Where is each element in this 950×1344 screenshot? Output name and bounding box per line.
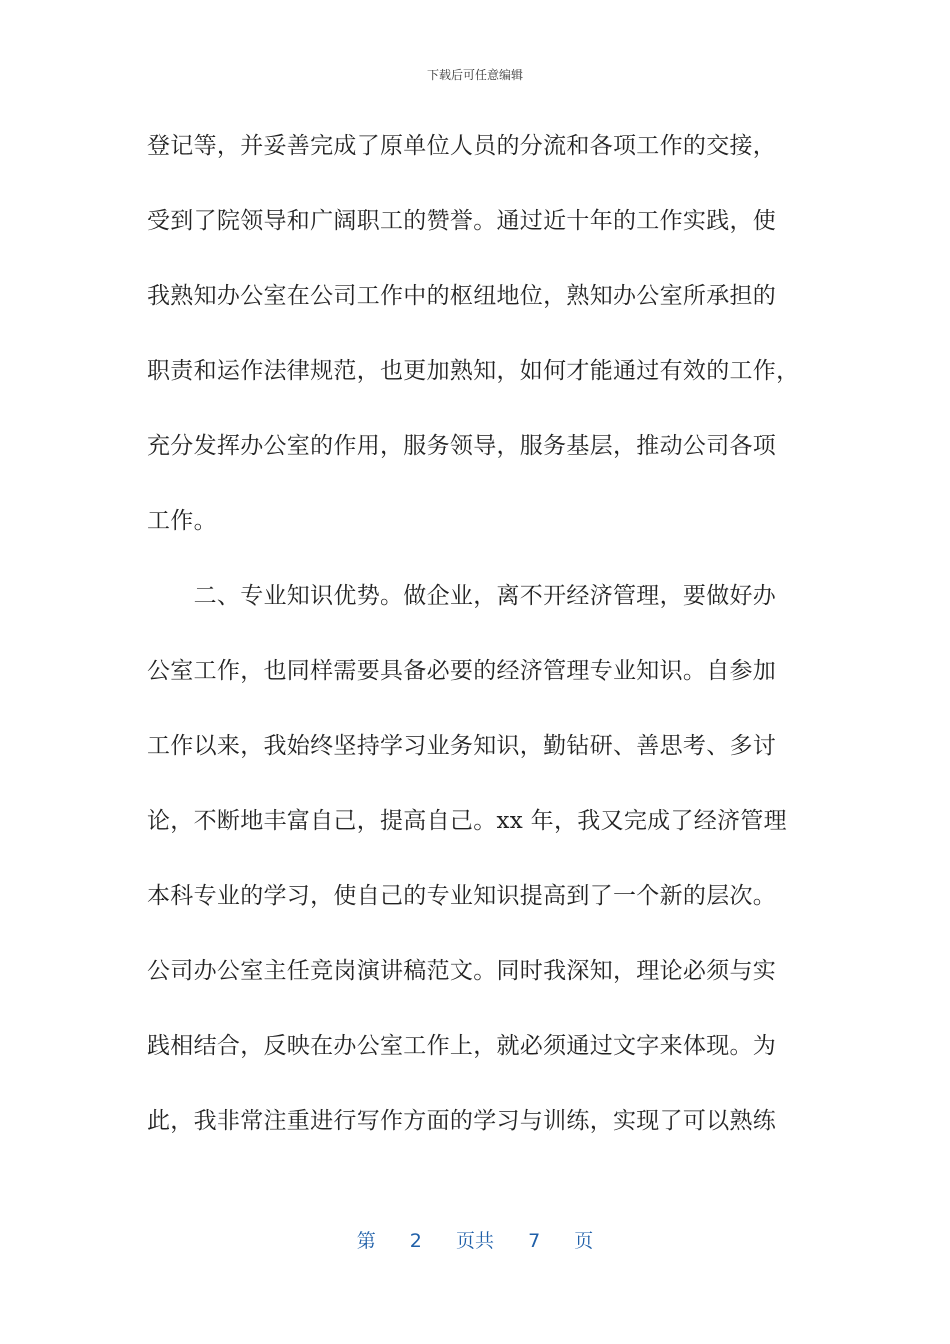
text-line-3: 我熟知办公室在公司工作中的枢纽地位，熟知办公室所承担的 (147, 283, 777, 309)
text-line-4: 职责和运作法律规范，也更加熟知，如何才能通过有效的工作， (147, 358, 800, 384)
text-line-2: 受到了院领导和广阔职工的赞誉。通过近十年的工作实践，使 (147, 208, 777, 234)
page-header: 下载后可任意编辑 (426, 68, 523, 82)
text-line-13: 践相结合，反映在办公室工作上，就必须通过文字来体现。为 (147, 1033, 777, 1059)
footer-total-label: 页共 (455, 1230, 494, 1252)
text-line-8: 公室工作，也同样需要具备必要的经济管理专业知识。自参加 (147, 658, 777, 684)
text-line-7: 二、专业知识优势。做企业，离不开经济管理，要做好办 (147, 583, 777, 609)
footer-page-suffix: 页 (574, 1230, 594, 1252)
footer-current-page: 2 (409, 1230, 422, 1252)
text-line-10: 论，不断地丰富自己，提高自己。xx 年，我又完成了经济管理 (147, 808, 787, 834)
text-line-11: 本科专业的学习，使自己的专业知识提高到了一个新的层次。 (147, 883, 777, 909)
text-line-6: 工作。 (147, 508, 217, 534)
text-line-12: 公司办公室主任竞岗演讲稿范文。同时我深知，理论必须与实 (147, 958, 777, 984)
text-line-5: 充分发挥办公室的作用，服务领导，服务基层，推动公司各项 (147, 433, 777, 459)
document-body (147, 127, 807, 1177)
page-footer (0, 1226, 950, 1253)
text-line-1: 登记等，并妥善完成了原单位人员的分流和各项工作的交接， (147, 133, 777, 159)
text-line-9: 工作以来，我始终坚持学习业务知识，勤钻研、善思考、多讨 (147, 733, 777, 759)
footer-page-label: 第 (356, 1230, 376, 1252)
footer-total-pages: 7 (528, 1230, 541, 1252)
text-line-14: 此，我非常注重进行写作方面的学习与训练，实现了可以熟练 (147, 1108, 777, 1134)
